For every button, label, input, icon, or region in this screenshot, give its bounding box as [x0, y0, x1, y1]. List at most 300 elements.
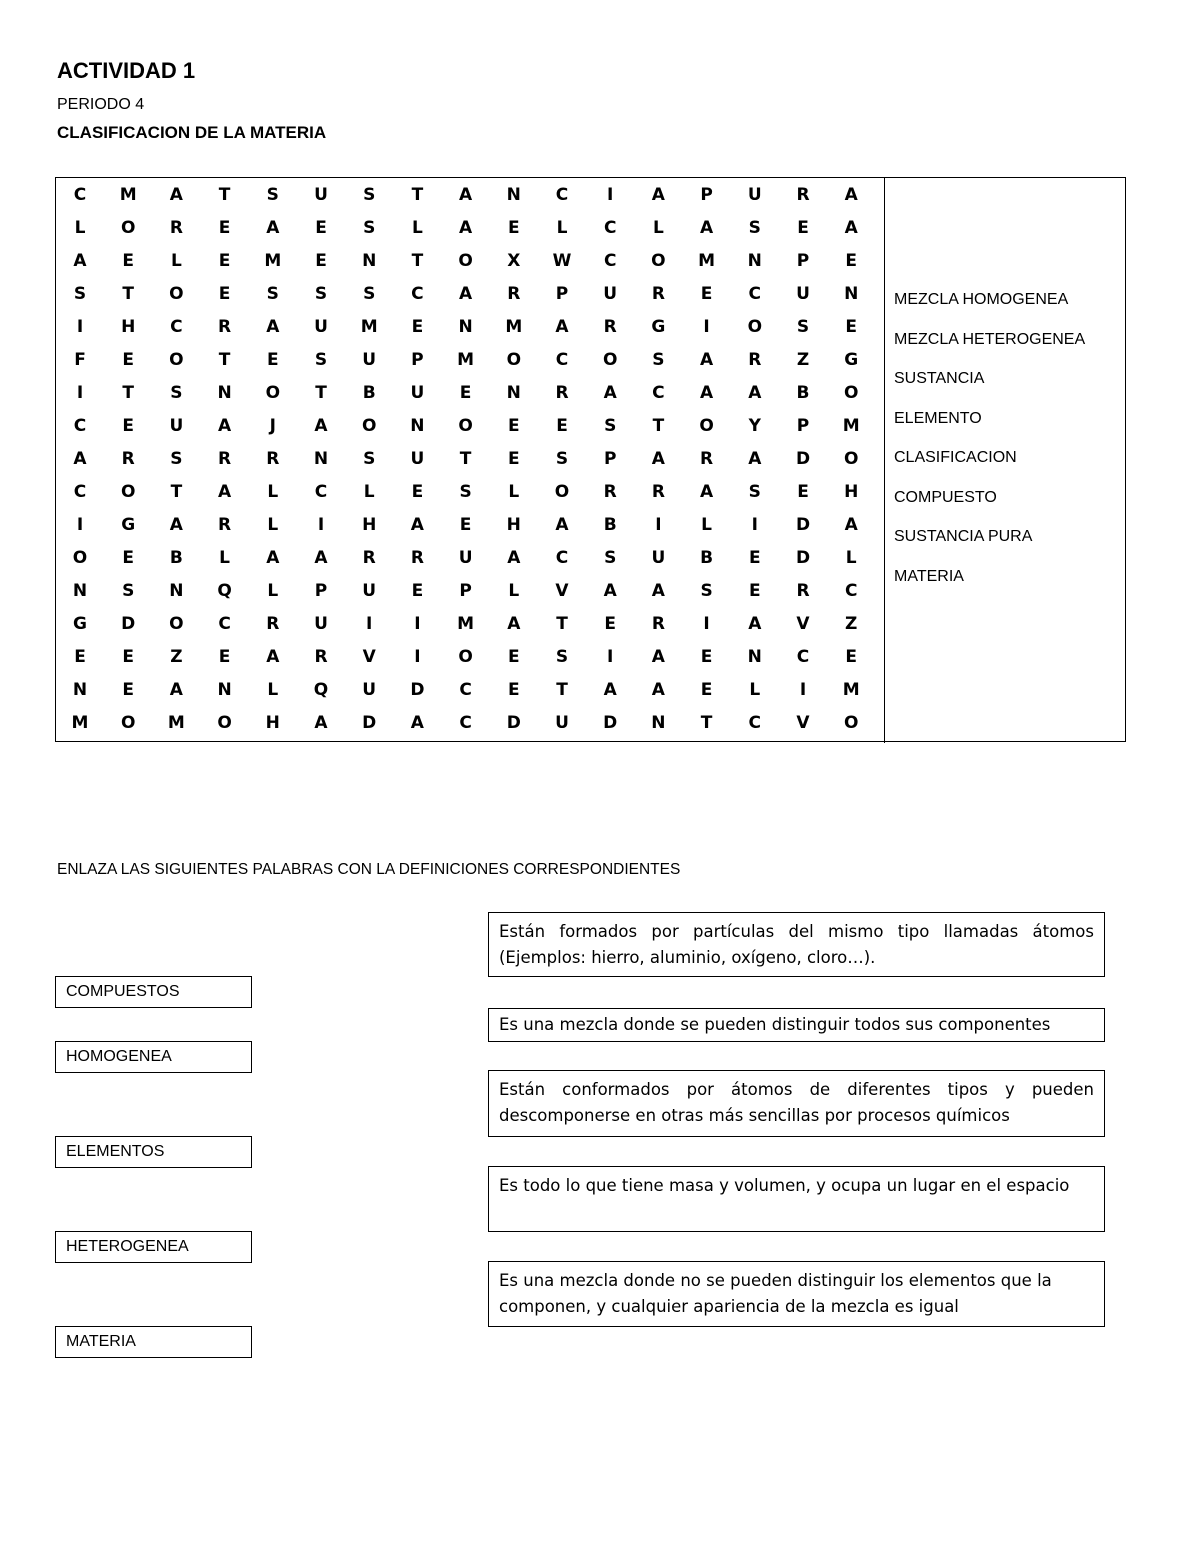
- grid-letter[interactable]: O: [361, 416, 377, 436]
- grid-letter[interactable]: E: [556, 416, 568, 436]
- grid-letter[interactable]: E: [700, 284, 713, 304]
- grid-letter[interactable]: N: [217, 680, 232, 700]
- definition-box-uniform-appearance[interactable]: Es una mezcla donde no se pueden distinguir los elementos que la componen, y cualquier apariencia de la mezcla es igual: [488, 1261, 1105, 1327]
- grid-letter[interactable]: T: [315, 383, 327, 403]
- grid-letter[interactable]: U: [747, 185, 762, 205]
- grid-letter[interactable]: L: [411, 218, 423, 238]
- grid-letter[interactable]: A: [507, 548, 521, 568]
- grid-letter[interactable]: B: [603, 515, 617, 535]
- grid-letter[interactable]: A: [218, 482, 232, 502]
- grid-letter[interactable]: M: [360, 317, 378, 337]
- grid-letter[interactable]: R: [362, 548, 376, 568]
- grid-letter[interactable]: E: [218, 251, 231, 271]
- grid-letter[interactable]: A: [555, 317, 569, 337]
- grid-letter[interactable]: S: [363, 449, 376, 469]
- grid-letter[interactable]: O: [747, 317, 763, 337]
- grid-letter[interactable]: W: [552, 251, 572, 271]
- grid-letter[interactable]: S: [363, 284, 376, 304]
- grid-letter[interactable]: E: [507, 647, 520, 667]
- grid-letter[interactable]: M: [505, 317, 523, 337]
- grid-letter[interactable]: E: [507, 680, 520, 700]
- grid-letter[interactable]: A: [459, 185, 473, 205]
- grid-letter[interactable]: U: [410, 449, 425, 469]
- grid-letter[interactable]: P: [459, 581, 472, 601]
- grid-letter[interactable]: B: [796, 383, 810, 403]
- grid-letter[interactable]: S: [170, 383, 183, 403]
- grid-letter[interactable]: N: [313, 449, 329, 469]
- grid-letter[interactable]: C: [652, 383, 665, 403]
- grid-letter[interactable]: N: [844, 284, 859, 304]
- grid-letter[interactable]: U: [458, 548, 473, 568]
- grid-letter[interactable]: N: [747, 251, 762, 271]
- grid-letter[interactable]: A: [700, 218, 714, 238]
- grid-letter[interactable]: Q: [217, 581, 232, 601]
- grid-letter[interactable]: R: [651, 284, 665, 304]
- grid-letter[interactable]: U: [314, 614, 328, 634]
- grid-letter[interactable]: A: [169, 185, 183, 205]
- grid-letter[interactable]: T: [556, 680, 568, 700]
- grid-letter[interactable]: F: [74, 350, 86, 370]
- grid-letter[interactable]: T: [170, 482, 183, 502]
- grid-letter[interactable]: A: [651, 647, 665, 667]
- grid-letter[interactable]: L: [508, 482, 520, 502]
- grid-letter[interactable]: P: [700, 185, 713, 205]
- grid-letter[interactable]: I: [317, 515, 325, 535]
- grid-letter[interactable]: A: [410, 515, 424, 535]
- grid-letter[interactable]: A: [266, 548, 280, 568]
- grid-letter[interactable]: R: [218, 449, 232, 469]
- grid-letter[interactable]: L: [219, 548, 231, 568]
- grid-letter[interactable]: E: [845, 317, 857, 337]
- grid-letter[interactable]: O: [120, 218, 136, 238]
- grid-letter[interactable]: A: [603, 680, 617, 700]
- grid-letter[interactable]: S: [555, 647, 569, 667]
- grid-letter[interactable]: A: [748, 383, 762, 403]
- grid-letter[interactable]: E: [266, 350, 279, 370]
- grid-letter[interactable]: A: [700, 350, 714, 370]
- grid-letter[interactable]: C: [603, 218, 617, 238]
- grid-letter[interactable]: S: [314, 284, 328, 304]
- grid-letter[interactable]: R: [169, 218, 183, 238]
- grid-letter[interactable]: N: [362, 251, 377, 271]
- grid-letter[interactable]: R: [218, 317, 232, 337]
- grid-letter[interactable]: D: [795, 515, 811, 535]
- grid-letter[interactable]: T: [122, 284, 134, 304]
- term-box-materia[interactable]: MATERIA: [55, 1326, 252, 1358]
- grid-letter[interactable]: G: [73, 614, 87, 634]
- grid-letter[interactable]: D: [795, 548, 811, 568]
- grid-letter[interactable]: S: [700, 581, 713, 601]
- grid-letter[interactable]: R: [603, 317, 617, 337]
- grid-letter[interactable]: D: [603, 713, 618, 733]
- grid-letter[interactable]: A: [844, 185, 858, 205]
- grid-letter[interactable]: L: [267, 680, 279, 700]
- grid-letter[interactable]: E: [315, 251, 327, 271]
- grid-letter[interactable]: C: [555, 350, 569, 370]
- grid-letter[interactable]: E: [748, 548, 761, 568]
- grid-letter[interactable]: S: [122, 581, 135, 601]
- grid-letter[interactable]: L: [267, 482, 279, 502]
- grid-letter[interactable]: O: [843, 713, 859, 733]
- grid-letter[interactable]: E: [845, 647, 857, 667]
- term-box-heterogenea[interactable]: HETEROGENEA: [55, 1231, 252, 1263]
- grid-letter[interactable]: I: [751, 515, 758, 535]
- grid-letter[interactable]: A: [314, 416, 328, 436]
- grid-letter[interactable]: O: [169, 284, 184, 304]
- term-box-compuestos[interactable]: COMPUESTOS: [55, 976, 252, 1008]
- grid-letter[interactable]: B: [169, 548, 183, 568]
- definition-box-atoms-same-type[interactable]: Están formados por partículas del mismo tipo llamadas átomos (Ejemplos: hierro, aluminio, oxígeno, cloro…).: [488, 912, 1105, 977]
- grid-letter[interactable]: C: [603, 251, 617, 271]
- grid-letter[interactable]: R: [266, 449, 280, 469]
- grid-letter[interactable]: R: [555, 383, 569, 403]
- grid-letter[interactable]: E: [797, 482, 809, 502]
- grid-letter[interactable]: U: [603, 284, 618, 304]
- grid-letter[interactable]: E: [507, 416, 520, 436]
- grid-letter[interactable]: T: [218, 185, 231, 205]
- grid-letter[interactable]: O: [72, 548, 88, 568]
- grid-letter[interactable]: A: [459, 284, 473, 304]
- grid-letter[interactable]: P: [796, 416, 810, 436]
- grid-letter[interactable]: O: [554, 482, 570, 502]
- grid-letter[interactable]: G: [844, 350, 859, 370]
- grid-letter[interactable]: E: [700, 680, 713, 700]
- grid-letter[interactable]: C: [218, 614, 231, 634]
- grid-letter[interactable]: S: [73, 284, 87, 304]
- grid-letter[interactable]: E: [122, 680, 134, 700]
- grid-letter[interactable]: Y: [748, 416, 761, 436]
- grid-letter[interactable]: C: [73, 416, 87, 436]
- grid-letter[interactable]: E: [411, 317, 424, 337]
- grid-letter[interactable]: A: [169, 515, 183, 535]
- grid-letter[interactable]: V: [796, 713, 810, 733]
- grid-letter[interactable]: A: [507, 614, 521, 634]
- matching-instruction: ENLAZA LAS SIGUIENTES PALABRAS CON LA DEFINICIONES CORRESPONDIENTES: [57, 861, 681, 878]
- grid-letter[interactable]: M: [71, 713, 89, 733]
- grid-letter[interactable]: D: [410, 680, 425, 700]
- grid-letter[interactable]: Q: [313, 680, 329, 700]
- grid-letter[interactable]: M: [264, 251, 282, 271]
- grid-letter[interactable]: E: [122, 647, 134, 667]
- grid-letter[interactable]: T: [122, 383, 134, 403]
- grid-letter[interactable]: A: [651, 449, 665, 469]
- grid-letter[interactable]: O: [120, 482, 136, 502]
- grid-letter[interactable]: C: [314, 482, 328, 502]
- grid-letter[interactable]: S: [652, 350, 665, 370]
- grid-letter[interactable]: C: [459, 713, 472, 733]
- grid-letter[interactable]: C: [796, 647, 810, 667]
- definition-box-different-atoms[interactable]: Están conformados por átomos de diferentes tipos y pueden descomponerse en otras más sencillas por procesos químicos: [488, 1070, 1105, 1137]
- grid-letter[interactable]: A: [73, 251, 87, 271]
- grid-letter[interactable]: P: [555, 284, 569, 304]
- grid-letter[interactable]: C: [844, 581, 858, 601]
- grid-letter[interactable]: L: [652, 218, 664, 238]
- grid-letter[interactable]: A: [266, 218, 280, 238]
- grid-letter[interactable]: X: [507, 251, 521, 271]
- grid-letter[interactable]: A: [700, 383, 714, 403]
- grid-letter[interactable]: S: [459, 482, 472, 502]
- grid-letter[interactable]: A: [700, 482, 714, 502]
- grid-letter[interactable]: S: [266, 185, 279, 205]
- grid-letter[interactable]: H: [362, 515, 377, 535]
- grid-letter[interactable]: A: [459, 218, 473, 238]
- grid-letter[interactable]: A: [748, 614, 762, 634]
- grid-letter[interactable]: T: [556, 614, 568, 634]
- grid-letter[interactable]: C: [555, 548, 569, 568]
- grid-letter[interactable]: E: [218, 647, 231, 667]
- grid-letter[interactable]: U: [169, 416, 184, 436]
- grid-letter[interactable]: H: [506, 515, 521, 535]
- grid-letter[interactable]: A: [555, 515, 569, 535]
- grid-letter[interactable]: O: [169, 614, 184, 634]
- grid-letter[interactable]: C: [73, 482, 87, 502]
- grid-letter[interactable]: E: [122, 350, 134, 370]
- grid-letter[interactable]: O: [265, 383, 281, 403]
- grid-letter[interactable]: D: [506, 713, 521, 733]
- grid-letter[interactable]: E: [411, 581, 424, 601]
- grid-letter[interactable]: L: [363, 482, 375, 502]
- grid-letter[interactable]: M: [457, 614, 475, 634]
- grid-letter[interactable]: E: [700, 647, 713, 667]
- grid-letter[interactable]: A: [651, 185, 665, 205]
- grid-letter[interactable]: U: [314, 185, 328, 205]
- grid-letter[interactable]: M: [698, 251, 716, 271]
- grid-letter[interactable]: L: [508, 581, 520, 601]
- grid-letter[interactable]: O: [651, 251, 666, 271]
- grid-letter[interactable]: N: [651, 713, 666, 733]
- grid-letter[interactable]: S: [266, 284, 279, 304]
- grid-letter[interactable]: O: [458, 416, 473, 436]
- grid-letter[interactable]: E: [411, 482, 424, 502]
- grid-letter[interactable]: E: [218, 284, 231, 304]
- grid-letter[interactable]: I: [414, 647, 421, 667]
- grid-letter[interactable]: S: [748, 482, 761, 502]
- grid-letter[interactable]: A: [266, 317, 280, 337]
- grid-letter[interactable]: N: [410, 416, 425, 436]
- grid-letter[interactable]: T: [700, 713, 713, 733]
- grid-letter[interactable]: R: [651, 482, 665, 502]
- grid-letter[interactable]: A: [314, 713, 328, 733]
- grid-letter[interactable]: A: [603, 383, 617, 403]
- grid-letter[interactable]: I: [799, 680, 807, 700]
- grid-letter[interactable]: A: [651, 581, 665, 601]
- grid-letter[interactable]: Z: [170, 647, 183, 667]
- grid-letter[interactable]: U: [362, 350, 377, 370]
- grid-letter[interactable]: O: [120, 713, 136, 733]
- grid-letter[interactable]: R: [314, 647, 328, 667]
- grid-letter[interactable]: M: [842, 416, 860, 436]
- grid-letter[interactable]: T: [652, 416, 665, 436]
- grid-letter[interactable]: E: [507, 218, 520, 238]
- grid-letter[interactable]: C: [411, 284, 424, 304]
- grid-letter[interactable]: A: [73, 449, 87, 469]
- grid-letter[interactable]: C: [555, 185, 569, 205]
- grid-letter[interactable]: I: [76, 383, 84, 403]
- grid-letter[interactable]: L: [749, 680, 761, 700]
- grid-letter[interactable]: H: [844, 482, 859, 502]
- grid-letter[interactable]: O: [699, 416, 714, 436]
- grid-letter[interactable]: T: [411, 185, 424, 205]
- grid-letter[interactable]: T: [411, 251, 424, 271]
- grid-letter[interactable]: S: [604, 548, 617, 568]
- grid-letter[interactable]: R: [410, 548, 424, 568]
- grid-letter[interactable]: U: [362, 680, 377, 700]
- grid-letter[interactable]: E: [845, 251, 857, 271]
- grid-letter[interactable]: U: [314, 317, 328, 337]
- grid-letter[interactable]: E: [74, 647, 86, 667]
- grid-letter[interactable]: E: [459, 515, 472, 535]
- grid-letter[interactable]: A: [218, 416, 232, 436]
- grid-letter[interactable]: M: [457, 350, 475, 370]
- grid-letter[interactable]: R: [748, 350, 762, 370]
- grid-letter[interactable]: C: [748, 284, 762, 304]
- grid-letter[interactable]: D: [121, 614, 136, 634]
- grid-letter[interactable]: I: [414, 614, 421, 634]
- grid-letter[interactable]: T: [218, 350, 231, 370]
- grid-letter[interactable]: I: [76, 515, 84, 535]
- grid-letter[interactable]: V: [362, 647, 376, 667]
- grid-letter[interactable]: N: [506, 383, 521, 403]
- grid-letter[interactable]: A: [314, 548, 328, 568]
- grid-letter[interactable]: P: [603, 449, 617, 469]
- grid-letter[interactable]: R: [603, 482, 617, 502]
- grid-letter[interactable]: E: [459, 383, 472, 403]
- grid-letter[interactable]: V: [796, 614, 810, 634]
- grid-letter[interactable]: O: [458, 251, 473, 271]
- grid-letter[interactable]: O: [843, 383, 859, 403]
- grid-letter[interactable]: M: [842, 680, 860, 700]
- grid-letter[interactable]: O: [602, 350, 618, 370]
- grid-letter[interactable]: R: [507, 284, 521, 304]
- grid-letter[interactable]: N: [217, 383, 232, 403]
- grid-letter[interactable]: R: [651, 614, 665, 634]
- grid-letter[interactable]: P: [796, 251, 810, 271]
- grid-letter[interactable]: U: [410, 383, 425, 403]
- grid-letter[interactable]: O: [458, 647, 473, 667]
- grid-letter[interactable]: I: [703, 614, 710, 634]
- grid-letter[interactable]: H: [265, 713, 280, 733]
- grid-letter[interactable]: L: [845, 548, 857, 568]
- grid-letter[interactable]: M: [119, 185, 137, 205]
- grid-letter[interactable]: E: [122, 416, 134, 436]
- grid-letter[interactable]: I: [366, 614, 373, 634]
- grid-letter[interactable]: I: [76, 317, 84, 337]
- grid-letter[interactable]: D: [795, 449, 811, 469]
- grid-letter[interactable]: E: [748, 581, 761, 601]
- grid-letter[interactable]: S: [170, 449, 183, 469]
- grid-letter[interactable]: I: [703, 317, 710, 337]
- grid-letter[interactable]: N: [506, 185, 521, 205]
- grid-letter[interactable]: E: [604, 614, 616, 634]
- grid-letter[interactable]: L: [701, 515, 713, 535]
- grid-letter[interactable]: D: [362, 713, 377, 733]
- grid-letter[interactable]: L: [267, 515, 279, 535]
- grid-letter[interactable]: L: [74, 218, 86, 238]
- grid-letter[interactable]: A: [603, 581, 617, 601]
- grid-letter[interactable]: U: [796, 284, 810, 304]
- grid-letter[interactable]: E: [315, 218, 327, 238]
- grid-letter[interactable]: G: [121, 515, 136, 535]
- grid-letter[interactable]: M: [167, 713, 185, 733]
- grid-letter[interactable]: T: [459, 449, 472, 469]
- grid-letter[interactable]: A: [169, 680, 183, 700]
- grid-letter[interactable]: C: [170, 317, 183, 337]
- grid-letter[interactable]: N: [747, 647, 762, 667]
- grid-letter[interactable]: S: [604, 416, 617, 436]
- grid-letter[interactable]: I: [607, 185, 614, 205]
- grid-letter[interactable]: O: [843, 449, 859, 469]
- grid-letter[interactable]: H: [121, 317, 136, 337]
- grid-letter[interactable]: E: [797, 218, 809, 238]
- grid-letter[interactable]: R: [700, 449, 714, 469]
- grid-letter[interactable]: Z: [845, 614, 858, 634]
- grid-letter[interactable]: N: [458, 317, 473, 337]
- grid-letter[interactable]: A: [844, 218, 858, 238]
- grid-letter[interactable]: R: [796, 185, 810, 205]
- term-box-elementos[interactable]: ELEMENTOS: [55, 1136, 252, 1168]
- grid-letter[interactable]: N: [169, 581, 184, 601]
- grid-letter[interactable]: L: [556, 218, 568, 238]
- term-box-homogenea[interactable]: HOMOGENEA: [55, 1041, 252, 1073]
- grid-letter[interactable]: V: [555, 581, 569, 601]
- grid-letter[interactable]: R: [121, 449, 135, 469]
- grid-letter[interactable]: S: [796, 317, 810, 337]
- grid-letter[interactable]: S: [314, 350, 328, 370]
- grid-letter[interactable]: S: [748, 218, 761, 238]
- grid-letter[interactable]: I: [655, 515, 662, 535]
- grid-letter[interactable]: C: [459, 680, 472, 700]
- grid-letter[interactable]: Z: [796, 350, 810, 370]
- grid-letter[interactable]: P: [314, 581, 328, 601]
- grid-letter[interactable]: O: [169, 350, 184, 370]
- grid-letter[interactable]: S: [555, 449, 569, 469]
- grid-letter[interactable]: L: [267, 581, 279, 601]
- grid-letter[interactable]: C: [73, 185, 87, 205]
- grid-letter[interactable]: E: [218, 218, 231, 238]
- grid-letter[interactable]: E: [122, 251, 134, 271]
- grid-letter[interactable]: U: [362, 581, 377, 601]
- grid-letter[interactable]: R: [796, 581, 810, 601]
- grid-letter[interactable]: U: [651, 548, 666, 568]
- grid-letter[interactable]: E: [122, 548, 134, 568]
- grid-letter[interactable]: R: [266, 614, 280, 634]
- grid-letter[interactable]: L: [170, 251, 182, 271]
- grid-letter[interactable]: A: [748, 449, 762, 469]
- grid-letter[interactable]: J: [269, 416, 276, 436]
- grid-letter[interactable]: B: [362, 383, 376, 403]
- grid-letter[interactable]: A: [844, 515, 858, 535]
- grid-letter[interactable]: S: [363, 218, 376, 238]
- grid-letter[interactable]: P: [411, 350, 424, 370]
- grid-letter[interactable]: S: [363, 185, 376, 205]
- grid-letter[interactable]: A: [410, 713, 424, 733]
- grid-letter[interactable]: G: [651, 317, 666, 337]
- grid-letter[interactable]: R: [218, 515, 232, 535]
- grid-letter[interactable]: A: [266, 647, 280, 667]
- grid-letter[interactable]: C: [748, 713, 762, 733]
- grid-letter[interactable]: U: [555, 713, 569, 733]
- grid-letter[interactable]: A: [651, 680, 665, 700]
- grid-letter[interactable]: E: [507, 449, 520, 469]
- grid-letter[interactable]: B: [700, 548, 714, 568]
- grid-letter[interactable]: I: [607, 647, 614, 667]
- definition-box-mass-and-volume[interactable]: Es todo lo que tiene masa y volumen, y ocupa un lugar en el espacio: [488, 1166, 1105, 1232]
- grid-letter[interactable]: N: [72, 680, 88, 700]
- definition-box-distinguishable-components[interactable]: Es una mezcla donde se pueden distinguir todos sus componentes: [488, 1008, 1105, 1042]
- grid-letter[interactable]: O: [506, 350, 522, 370]
- grid-letter[interactable]: O: [217, 713, 232, 733]
- grid-letter[interactable]: N: [72, 581, 88, 601]
